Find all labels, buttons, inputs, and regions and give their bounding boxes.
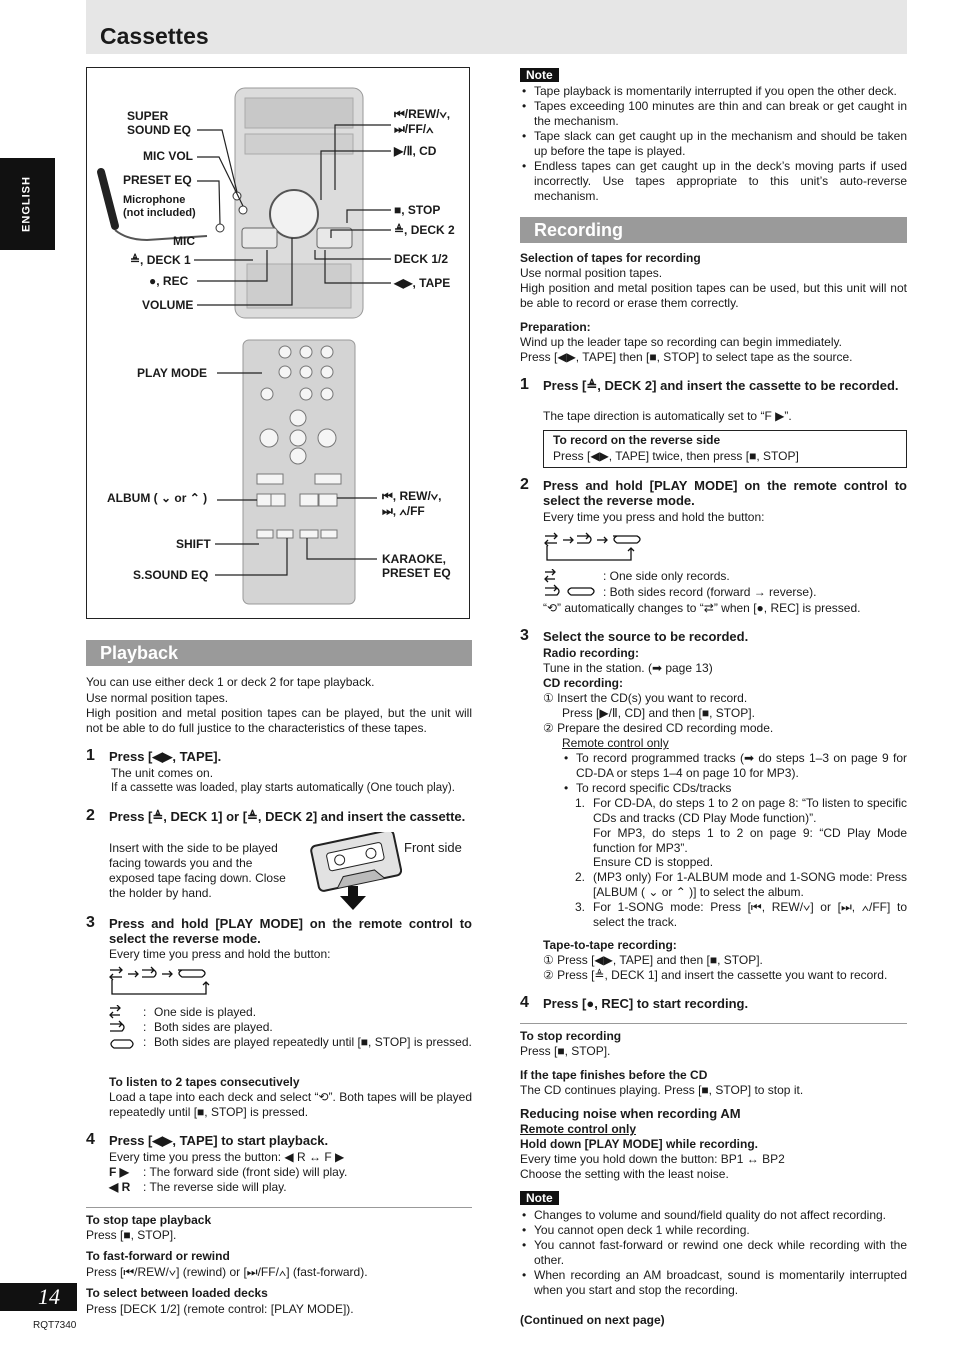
step-number: 2	[520, 476, 529, 493]
label-super: SUPER	[127, 109, 169, 123]
note-list	[520, 84, 907, 204]
divider	[86, 1207, 472, 1208]
tape-to-tape-step: ① Press [◀▶, TAPE] and then [■, STOP].	[543, 953, 763, 967]
preparation-heading: Preparation:	[520, 320, 591, 334]
note-item: • When recording an AM broadcast, sound is momentarily interrupted when you start and stop the recording.	[520, 1268, 907, 1298]
rev-text: : The reverse side will play.	[143, 1180, 287, 1194]
cd-step: ① Insert the CD(s) you want to record.	[543, 691, 748, 705]
step-number: 1	[86, 747, 95, 764]
step-text: If a cassette was loaded, play starts automatically (One touch play).	[111, 782, 455, 794]
rev-key: ◀ R	[109, 1180, 131, 1194]
stop-text: Press [■, STOP].	[86, 1228, 177, 1242]
note-item: • Changes to volume and sound/field quality do not affect recording.	[520, 1208, 907, 1223]
cassette-insert-illustration	[310, 832, 402, 912]
mode-one-side-record: : One side only records.	[603, 569, 730, 583]
stop-heading: To stop tape playback	[86, 1213, 212, 1227]
label-play-mode: PLAY MODE	[137, 366, 208, 380]
step-text: Every time you press and hold the button:	[109, 947, 331, 961]
label-preset-eq-2: PRESET EQ	[382, 566, 451, 580]
playback-intro-1: You can use either deck 1 or deck 2 for tape playback.	[86, 675, 375, 689]
radio-recording-heading: Radio recording:	[543, 646, 640, 660]
label-deck12: DECK 1/2	[394, 252, 449, 266]
mode-both-sides-record: : Both sides record (forward → reverse).	[603, 585, 817, 599]
step-heading: Select the source to be recorded.	[543, 629, 749, 644]
note-item: • You cannot open deck 1 while recording.	[520, 1223, 907, 1238]
label-microphone: Microphone	[123, 194, 186, 206]
numbered-text: For MP3, do steps 1 to 2 on page 9: “CD Play Mode function for MP3”.	[593, 826, 907, 855]
note-item: • You cannot fast-forward or rewind one deck while recording with the other.	[520, 1238, 907, 1268]
ff-heading: To fast-forward or rewind	[86, 1249, 230, 1263]
section-header-recording	[520, 217, 907, 243]
cd-option: • To record specific CDs/tracks	[562, 781, 907, 796]
mode-icons-playback	[108, 1005, 138, 1061]
step-number: 3	[520, 627, 529, 644]
step-number: 2	[86, 807, 95, 824]
divider	[520, 1023, 907, 1024]
label-shift: SHIFT	[176, 537, 211, 551]
language-label: ENGLISH	[20, 176, 33, 232]
mode-auto-change-note: “⟲” automatically changes to “⇄” when [●, REC] is pressed.	[543, 601, 861, 615]
remote-only-label: Remote control only	[562, 736, 669, 750]
reverse-side-text: Press [◀▶, TAPE] twice, then press [■, STOP]	[553, 449, 799, 463]
step-heading: Press [≜, DECK 2] and insert the cassette to be recorded.	[543, 378, 899, 393]
page-title: Cassettes	[100, 23, 209, 49]
note-item: • Endless tapes can get caught up in the deck’s moving parts if used incorrectly. Use tapes appropriate to this unit’s auto-reverse mechanism.	[520, 159, 907, 204]
step-heading: Press [◀▶, TAPE].	[109, 749, 222, 764]
tape-finishes-heading: If the tape finishes before the CD	[520, 1068, 708, 1082]
stop-recording-text: Press [■, STOP].	[520, 1044, 611, 1058]
step-text: The unit comes on.	[111, 766, 214, 780]
step-number: 4	[86, 1131, 95, 1148]
label-tape: ◀▶, TAPE	[394, 276, 451, 290]
fwd-key: F ▶	[109, 1165, 129, 1179]
tape-selection-heading: Selection of tapes for recording	[520, 251, 701, 265]
radio-recording-text: Tune in the station. (➡ page 13)	[543, 661, 713, 675]
label-deck2: ≜, DECK 2	[394, 223, 455, 237]
tape-selection-text: Use normal position tapes.	[520, 266, 663, 280]
step-number: 4	[520, 994, 529, 1011]
doc-code: RQT7340	[33, 1320, 77, 1331]
note-tag: Note	[520, 68, 559, 82]
tape-to-tape-heading: Tape-to-tape recording:	[543, 938, 677, 952]
section-title: Recording	[534, 220, 624, 240]
label-rew-bot: ⏮, REW/∨,	[382, 489, 442, 503]
reverse-mode-sequence	[543, 530, 647, 564]
reduce-noise-heading: Reducing noise when recording AM	[520, 1106, 741, 1121]
cd-step: Press [▶/Ⅱ, CD] and then [■, STOP].	[562, 706, 755, 720]
numbered-index: 1.	[575, 796, 586, 810]
label-mic-vol: MIC VOL	[143, 149, 193, 163]
bp-toggle-text: Every time you hold down the button: BP1 ↔ BP2	[520, 1152, 785, 1166]
section-header-playback	[86, 640, 472, 666]
label-rew-top: ⏮/REW/∨,	[394, 107, 451, 121]
step-heading: Press [◀▶, TAPE] to start playback.	[109, 1133, 329, 1148]
tape-to-tape-step: ② Press [≜, DECK 1] and insert the cassette you want to record.	[543, 968, 888, 982]
fwd-text: : The forward side (front side) will play.	[143, 1165, 348, 1179]
tape-selection-text: High position and metal position tapes can be used, but this unit will not be able to record or erase them correctly.	[520, 281, 907, 310]
playback-intro-2: Use normal position tapes.	[86, 691, 229, 705]
reverse-mode-sequence	[108, 964, 212, 998]
note-tag: Note	[520, 1191, 559, 1205]
label-not-included: (not included)	[123, 207, 196, 219]
cd-options-list	[562, 751, 907, 796]
hold-play-mode-text: Hold down [PLAY MODE] while recording.	[520, 1137, 759, 1151]
note-list	[520, 1208, 907, 1298]
label-mic: MIC	[173, 234, 195, 248]
section-title: Playback	[100, 643, 179, 663]
unit-diagram	[86, 67, 470, 619]
numbered-text: For 1-SONG mode: Press [⏮, REW/∨] or [⏭, ∧/FF] to select the track.	[593, 900, 907, 929]
label-sound-eq: SOUND EQ	[127, 123, 192, 137]
step-text: Insert with the side to be played facing towards you and the exposed tape facing down. Close the holder by hand.	[109, 841, 286, 900]
label-stop: ■, STOP	[394, 203, 441, 217]
front-side-label: Front side	[404, 840, 462, 855]
label-album: ALBUM ( ⌄ or ⌃ )	[107, 491, 208, 505]
label-volume: VOLUME	[142, 298, 194, 312]
continued-note: (Continued on next page)	[520, 1313, 665, 1327]
cd-step: ② Prepare the desired CD recording mode.	[543, 721, 774, 735]
step-heading: Press [●, REC] to start recording.	[543, 996, 749, 1011]
numbered-index: 3.	[575, 900, 586, 914]
stop-recording-heading: To stop recording	[520, 1029, 622, 1043]
label-ff-bot: ⏭, ∧/FF	[382, 504, 425, 518]
cd-option: • To record programmed tracks (➡ do steps 1–3 on page 9 for CD-DA or steps 1–4 on page 10 for MP3).	[562, 751, 907, 781]
cd-recording-heading: CD recording:	[543, 676, 624, 690]
playback-intro-3: High position and metal position tapes can be played, but the unit will not be able to do full justice to the characteristics of these tapes.	[86, 706, 472, 735]
tape-finishes-text: The CD continues playing. Press [■, STOP] to stop it.	[520, 1083, 804, 1097]
numbered-text: (MP3 only) For 1-ALBUM mode and 1-SONG mode: Press [ALBUM ( ⌄ or ⌃ )] to select the album.	[593, 870, 907, 899]
language-tab	[0, 158, 55, 250]
mode-icons-recording	[543, 569, 599, 599]
step-text: Every time you press the button: ◀ R ↔ F ▶	[109, 1150, 345, 1164]
label-ssound-eq: S.SOUND EQ	[133, 568, 209, 582]
note-item: • Tape playback is momentarily interrupted if you open the other deck.	[520, 84, 907, 99]
mode-repeat: Both sides are played repeatedly until [■, STOP] is pressed.	[154, 1035, 472, 1049]
page-number: 14	[38, 1284, 60, 1309]
note-item: • Tapes exceeding 100 minutes are thin and can break or get caught in the mechanism.	[520, 99, 907, 129]
note-item: • Tape slack can get caught up in the mechanism and should be taken up before the tape is played.	[520, 129, 907, 159]
select-deck-text: Press [DECK 1/2] (remote control: [PLAY MODE]).	[86, 1302, 354, 1316]
label-play-cd: ▶/Ⅱ, CD	[394, 144, 437, 158]
select-deck-heading: To select between loaded decks	[86, 1286, 268, 1300]
step-number: 3	[86, 914, 95, 931]
two-tapes-text: Load a tape into each deck and select “⟲”. Both tapes will be played repeatedly until [■, STOP] is pressed.	[109, 1090, 472, 1119]
preparation-text: Wind up the leader tape so recording can begin immediately.	[520, 335, 842, 349]
ff-text: Press [⏮/REW/∨] (rewind) or [⏭/FF/∧] (fast-forward).	[86, 1265, 368, 1279]
mode-both-sides: Both sides are played.	[154, 1020, 273, 1034]
mode-colon: :	[143, 1035, 147, 1049]
step-heading: Press [≜, DECK 1] or [≜, DECK 2] and insert the cassette.	[109, 809, 466, 824]
numbered-index: 2.	[575, 870, 586, 884]
label-preset-eq: PRESET EQ	[123, 173, 192, 187]
step-text: The tape direction is automatically set to “F ▶”.	[543, 409, 792, 423]
step-number: 1	[520, 376, 529, 393]
step-heading: Press and hold [PLAY MODE] on the remote control to select the reverse mode.	[109, 916, 472, 946]
mode-colon: :	[143, 1005, 147, 1019]
page-number-box	[0, 1283, 77, 1311]
mode-colon: :	[143, 1020, 147, 1034]
label-ff-top: ⏭/FF/∧	[394, 122, 434, 136]
reverse-side-heading: To record on the reverse side	[553, 433, 721, 447]
least-noise-text: Choose the setting with the least noise.	[520, 1167, 729, 1181]
label-rec: ●, REC	[149, 274, 189, 288]
preparation-text: Press [◀▶, TAPE] then [■, STOP] to select tape as the source.	[520, 350, 853, 364]
step-heading: Press and hold [PLAY MODE] on the remote control to select the reverse mode.	[543, 478, 907, 508]
two-tapes-heading: To listen to 2 tapes consecutively	[109, 1075, 300, 1089]
mode-one-side: One side is played.	[154, 1005, 257, 1019]
step-text: Every time you press and hold the button:	[543, 510, 765, 524]
label-deck1: ≜, DECK 1	[130, 253, 191, 267]
remote-only-label: Remote control only	[520, 1122, 637, 1136]
numbered-text: For CD-DA, do steps 1 to 2 on page 8: “To listen to specific CDs and tracks (CD Play Mode function)”.	[593, 796, 907, 825]
label-karaoke: KARAOKE,	[382, 552, 447, 566]
numbered-text: Ensure CD is stopped.	[593, 855, 714, 869]
header-bar	[86, 0, 907, 54]
